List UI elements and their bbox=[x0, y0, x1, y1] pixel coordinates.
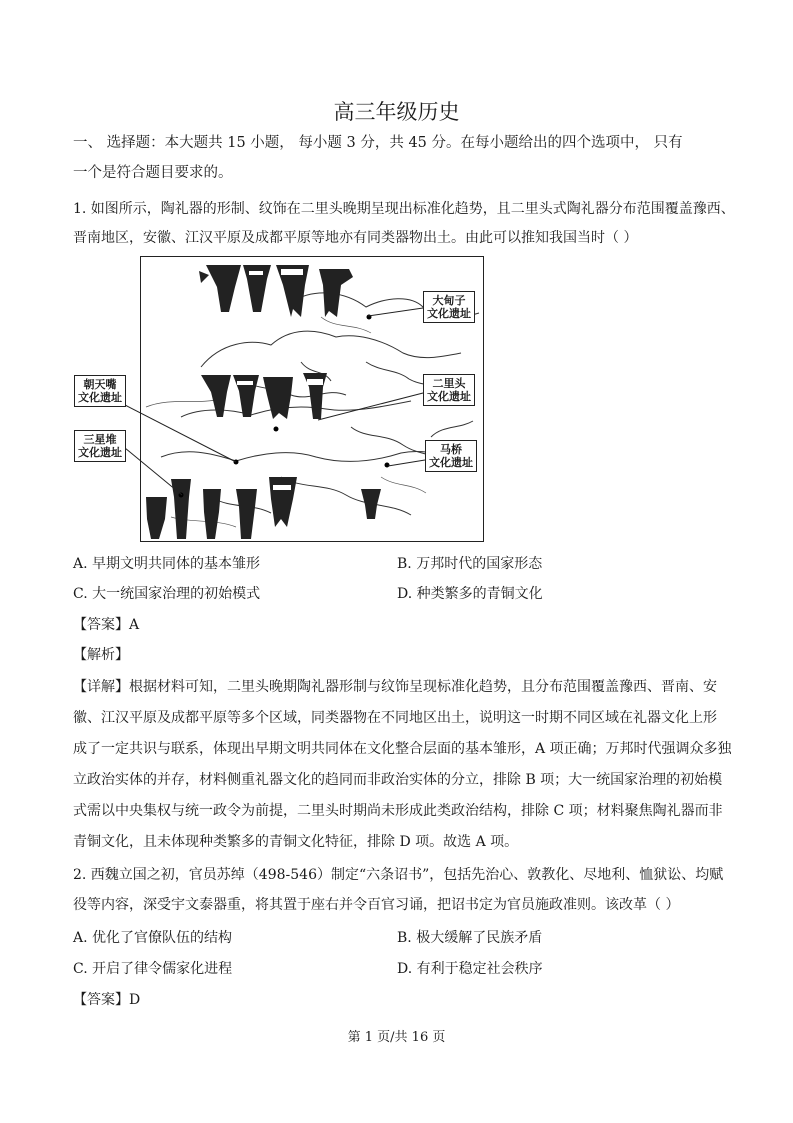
q1-detail-line-1: 【详解】根据材料可知，二里头晚期陶礼器形制与纹饰呈现标准化趋势，且分布范围覆盖豫西、晋南、安 bbox=[73, 679, 717, 695]
label-erlitou-name: 二里头 bbox=[432, 377, 466, 390]
page-footer: 第 1 页/共 16 页 bbox=[347, 1030, 446, 1045]
q1-option-b: B. 万邦时代的国家形态 bbox=[397, 556, 543, 572]
q1-detail-line-3: 成了一定共识与联系，体现出早期文明共同体在文化整合层面的基本雏形，A 项正确；万邦时代强调众多独 bbox=[73, 741, 732, 757]
label-chaotianzui-name: 朝天嘴 bbox=[83, 378, 117, 391]
label-erlitou bbox=[423, 374, 475, 406]
label-maqiao bbox=[425, 440, 477, 472]
q2-answer: 【答案】D bbox=[73, 992, 141, 1008]
q2-option-c: C. 开启了律令儒家化进程 bbox=[73, 961, 233, 977]
q1-option-d: D. 种类繁多的青铜文化 bbox=[397, 586, 543, 602]
label-erlitou-type: 文化遗址 bbox=[427, 390, 471, 403]
q2-option-b: B. 极大缓解了民族矛盾 bbox=[397, 930, 543, 946]
label-sanxingdui bbox=[74, 430, 126, 462]
label-maqiao-name: 马桥 bbox=[440, 443, 462, 456]
section-heading-line-2: 一个是符合题目要求的。 bbox=[73, 165, 233, 181]
label-dadianzi-type: 文化遗址 bbox=[427, 307, 471, 320]
label-sanxingdui-type: 文化遗址 bbox=[78, 446, 122, 459]
q2-option-a: A. 优化了官僚队伍的结构 bbox=[73, 930, 233, 946]
section-heading-line-1: 一、 选择题：本大题共 15 小题， 每小题 3 分，共 45 分。在每小题给出的四个选项中， 只有 bbox=[73, 135, 683, 151]
q1-analysis-label: 【解析】 bbox=[73, 647, 129, 663]
q1-option-c: C. 大一统国家治理的初始模式 bbox=[73, 586, 261, 602]
label-chaotianzui-type: 文化遗址 bbox=[78, 391, 122, 404]
q1-option-a: A. 早期文明共同体的基本雏形 bbox=[73, 556, 261, 572]
page-title: 高三年级历史 bbox=[333, 100, 460, 124]
label-maqiao-type: 文化遗址 bbox=[429, 456, 473, 469]
q1-answer: 【答案】A bbox=[73, 617, 140, 633]
label-sanxingdui-name: 三星堆 bbox=[83, 433, 117, 446]
q1-detail-line-2: 徽、江汉平原及成都平原等多个区域，同类器物在不同地区出土，说明这一时期不同区域在礼器文化上形 bbox=[73, 710, 717, 726]
q1-detail-line-4: 立政治实体的并存，材料侧重礼器文化的趋同而非政治实体的分立，排除 B 项；大一统国家治理的初始模 bbox=[73, 772, 723, 788]
q1-stem-line-1: 1. 如图所示，陶礼器的形制、纹饰在二里头晚期呈现出标准化趋势，且二里头式陶礼器分布范围覆盖豫西、 bbox=[73, 201, 735, 217]
q2-stem-line-2: 役等内容，深受宇文泰器重，将其置于座右并令百官习诵，把诏书定为官员施政准则。该改革（ ） bbox=[73, 897, 680, 913]
label-dadianzi-name: 大甸子 bbox=[432, 294, 466, 307]
q1-stem-line-2: 晋南地区，安徽、江汉平原及成都平原等地亦有同类器物出土。由此可以推知我国当时（ ） bbox=[73, 230, 638, 246]
label-chaotianzui bbox=[74, 375, 126, 407]
q1-detail-line-6: 青铜文化，且未体现种类繁多的青铜文化特征，排除 D 项。故选 A 项。 bbox=[73, 834, 519, 850]
q2-option-d: D. 有利于稳定社会秩序 bbox=[397, 961, 543, 977]
label-dadianzi bbox=[423, 291, 475, 323]
q1-detail-line-5: 式需以中央集权与统一政令为前提，二里头时期尚未形成此类政治结构，排除 C 项；材料聚焦陶礼器而非 bbox=[73, 803, 723, 819]
q2-stem-line-1: 2. 西魏立国之初，官员苏绰（498-546）制定“六条诏书”，包括先治心、敦教化、尽地利、恤狱讼、均赋 bbox=[73, 867, 724, 883]
